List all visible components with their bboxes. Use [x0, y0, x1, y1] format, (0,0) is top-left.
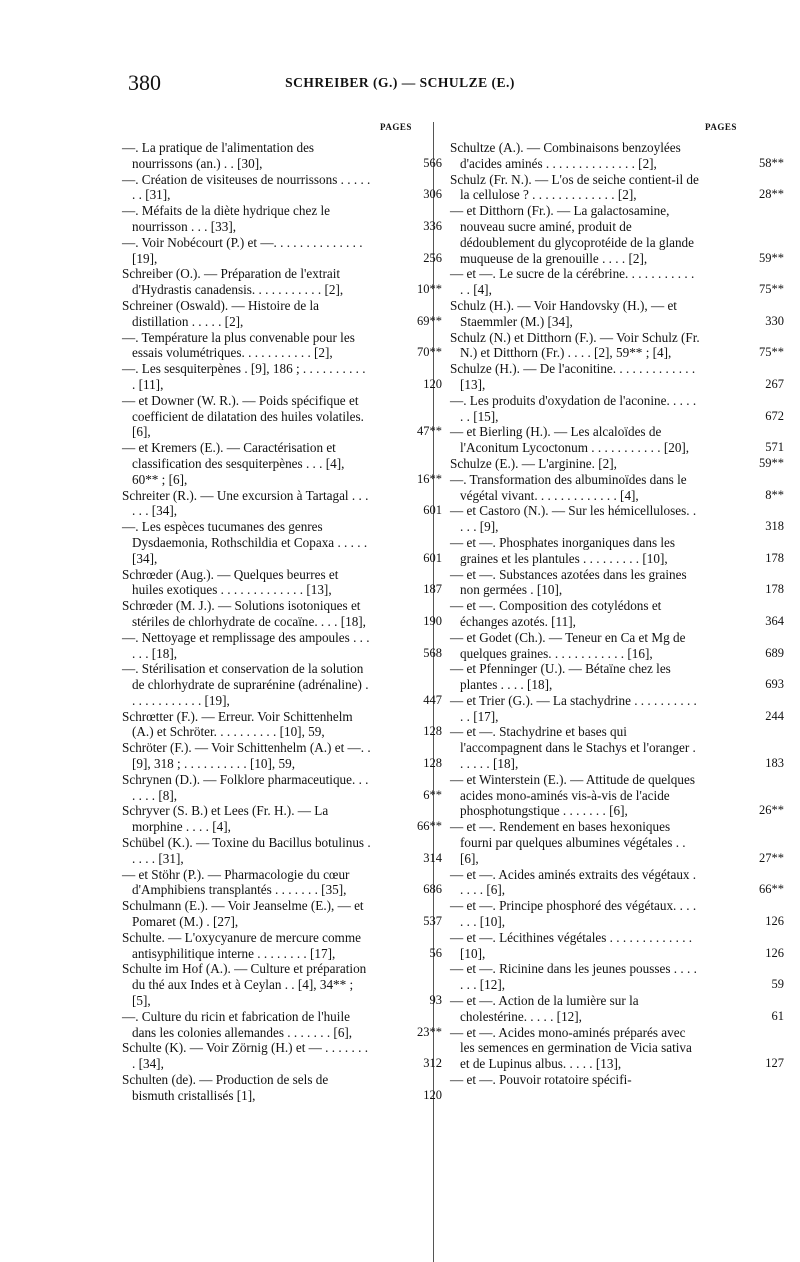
- index-entry-page: 568: [423, 645, 442, 660]
- index-entry-page: 256: [423, 250, 442, 265]
- index-entry-page: 27**: [759, 850, 784, 865]
- index-entry-text: —. Stérilisation et conservation de la solution de chlorhydrate de suprarénine (adrénaline) . . . . . . . . . . . . [19],: [122, 661, 369, 708]
- index-entry: [450, 771, 784, 819]
- index-entry: [450, 724, 784, 772]
- index-entry-text: Schulz (H.). — Voir Handovsky (H.), — et Staemmler (M.) [34],: [450, 297, 677, 329]
- index-entry-text: —. Voir Nobécourt (P.) et —. . . . . . . . . . . . . . [19],: [122, 234, 363, 266]
- index-entry: [450, 929, 784, 962]
- index-entry-text: Schulze (E.). — L'arginine. [2],: [450, 455, 617, 471]
- index-entry-text: —. Transformation des albuminoïdes dans le végétal vivant. . . . . . . . . . . . . [4],: [450, 471, 687, 503]
- index-entry: [450, 898, 784, 930]
- index-entry: [122, 171, 442, 204]
- index-entry: [450, 692, 784, 725]
- pages-column-label-left: PAGES: [380, 122, 412, 132]
- index-entry: [122, 487, 442, 520]
- index-entry: [122, 361, 442, 393]
- index-column-right: [450, 140, 784, 1088]
- index-entry: [450, 392, 784, 425]
- index-entry-text: Schrœder (M. J.). — Solutions isotoniques et stériles de chlorhydrate de cocaïne. . . . [18],: [122, 598, 366, 629]
- index-entry: [122, 961, 442, 1009]
- index-entry: [450, 1072, 750, 1088]
- index-entry-page: 59: [771, 977, 784, 992]
- index-entry-text: Schröter (F.). — Voir Schittenhelm (A.) et —. . [9], 318 ; . . . . . . . . . . [10], 59,: [122, 740, 371, 772]
- index-entry: [450, 455, 784, 472]
- index-entry: [122, 1008, 442, 1041]
- index-entry-text: Schübel (K.). — Toxine du Bacillus botulinus . . . . . [31],: [122, 835, 371, 866]
- index-entry-page: 306: [423, 187, 442, 202]
- index-entry: [122, 866, 442, 899]
- index-entry-page: 128: [423, 724, 442, 739]
- index-entry: [122, 392, 442, 440]
- index-entry-page: 66**: [417, 819, 442, 834]
- index-entry-page: 318: [765, 519, 784, 534]
- index-entry-text: Schulmann (E.). — Voir Jeanselme (E.), — et Pomaret (M.) . [27],: [122, 898, 364, 930]
- index-entry-text: — et Winterstein (E.). — Attitude de quelques acides mono-aminés vis-à-vis de l'acide phosphotungstique . . . . . . . [6],: [450, 771, 695, 819]
- index-entry-text: —. Température la plus convenable pour les essais volumétriques. . . . . . . . . . . [2],: [122, 329, 355, 361]
- index-entry-page: 66**: [759, 882, 784, 897]
- index-entry: [122, 1072, 442, 1104]
- index-entry-text: — et —. Substances azotées dans les graines non germées . [10],: [450, 566, 687, 598]
- index-entry-text: Schulte im Hof (A.). — Culture et préparation du thé aux Indes et à Ceylan . . [4], 34** ; [5],: [122, 961, 367, 1009]
- index-entry-page: 61: [771, 1008, 784, 1023]
- index-entry-text: — et Bierling (H.). — Les alcaloïdes de l'Aconitum Lycoctonum . . . . . . . . . . . [20],: [450, 424, 690, 456]
- index-entry: [450, 961, 784, 993]
- index-entry-page: 120: [423, 1087, 442, 1102]
- index-entry-page: 178: [765, 550, 784, 565]
- index-entry-page: 59**: [759, 455, 784, 470]
- index-entry-text: — et —. Pouvoir rotatoire spécifi-: [450, 1072, 632, 1088]
- index-entry-text: —. Les espèces tucumanes des genres Dysdaemonia, Rothschildia et Copaxa . . . . . [34],: [122, 519, 368, 566]
- index-entry: [122, 598, 442, 630]
- index-entry: [122, 898, 442, 930]
- index-entry-text: Schulte (K). — Voir Zörnig (H.) et — . . . . . . . . [34],: [122, 1040, 369, 1072]
- index-entry: [450, 866, 784, 899]
- pages-column-label-right: PAGES: [705, 122, 737, 132]
- index-entry-text: — et —. Phosphates inorganiques dans les graines et les plantules . . . . . . . . . [10],: [450, 534, 676, 566]
- index-entry-page: 183: [765, 756, 784, 771]
- index-entry-page: 336: [423, 218, 442, 233]
- index-entry-text: —. Création de visiteuses de nourrissons . . . . . . . [31],: [122, 171, 371, 203]
- index-entry-text: — et —. Le sucre de la cérébrine. . . . . . . . . . . . . [4],: [450, 266, 695, 298]
- index-entry-text: Schrœder (Aug.). — Quelques beurres et huiles exotiques . . . . . . . . . . . . . [13],: [122, 566, 339, 598]
- index-entry-text: Schultze (A.). — Combinaisons benzoylées d'acides aminés . . . . . . . . . . . . . . [2],: [450, 140, 681, 171]
- index-entry-page: 312: [423, 1056, 442, 1071]
- index-entry-page: 75**: [759, 345, 784, 360]
- index-entry-page: 59**: [759, 250, 784, 265]
- index-entry-page: 178: [765, 582, 784, 597]
- index-entry: [122, 803, 442, 835]
- index-entry: [450, 503, 784, 535]
- index-entry-page: 686: [423, 882, 442, 897]
- index-entry-page: 693: [765, 677, 784, 692]
- index-entry: [450, 471, 784, 504]
- index-entry-page: 601: [423, 550, 442, 565]
- index-entry-page: 689: [765, 645, 784, 660]
- index-entry-text: — et Kremers (E.). — Caractérisation et classification des sesquiterpènes . . . [4], 60** ; [6],: [122, 440, 345, 487]
- index-entry-text: — et —. Rendement en bases hexoniques fourni par quelques albumines végétales . . [6],: [450, 819, 686, 866]
- index-entry-page: 56: [429, 945, 442, 960]
- index-entry-text: Schulten (de). — Production de sels de bismuth cristallisés [1],: [122, 1072, 329, 1103]
- index-entry-text: —. Les produits d'oxydation de l'aconine. . . . . . . [15],: [450, 392, 697, 424]
- index-entry: [122, 566, 442, 599]
- index-entry: [450, 566, 784, 599]
- index-entry: [122, 929, 442, 962]
- index-entry-text: — et Pfenninger (U.). — Bétaïne chez les plantes . . . . [18],: [450, 661, 671, 693]
- index-entry-page: 314: [423, 850, 442, 865]
- index-entry: [450, 171, 784, 204]
- index-entry-text: — et —. Stachydrine et bases qui l'accompagnent dans le Stachys et l'oranger . . . . . . [18],: [450, 724, 696, 772]
- index-entry-page: 126: [765, 945, 784, 960]
- index-entry: [122, 708, 442, 741]
- index-entry-page: 190: [423, 613, 442, 628]
- index-entry-text: — et —. Lécithines végétales . . . . . . . . . . . . . [10],: [450, 929, 693, 961]
- index-entry: [122, 329, 442, 362]
- index-entry: [122, 297, 442, 330]
- index-entry-text: Schreiber (O.). — Préparation de l'extrait d'Hydrastis canadensis. . . . . . . . . . . [2],: [122, 266, 344, 298]
- index-entry-page: 601: [423, 503, 442, 518]
- index-entry-text: — et Godet (Ch.). — Teneur en Ca et Mg de quelques graines. . . . . . . . . . . . [16],: [450, 629, 686, 661]
- index-entry-page: 26**: [759, 803, 784, 818]
- index-entry: [122, 140, 442, 172]
- index-entry: [122, 266, 442, 298]
- index-entry: [450, 266, 784, 298]
- index-entry: [450, 361, 784, 393]
- index-entry-text: Schreiner (Oswald). — Histoire de la distillation . . . . . [2],: [122, 297, 320, 329]
- index-entry-page: 93: [429, 993, 442, 1008]
- index-entry-page: 69**: [417, 313, 442, 328]
- index-entry-text: Schryver (S. B.) et Lees (Fr. H.). — La morphine . . . . [4],: [122, 803, 329, 835]
- index-entry-page: 364: [765, 613, 784, 628]
- index-entry-text: Schrœtter (F.). — Erreur. Voir Schittenhelm (A.) et Schröter. . . . . . . . . . [10], 59,: [122, 708, 353, 740]
- index-entry-page: 447: [423, 692, 442, 707]
- index-entry-text: —. Les sesquiterpènes . [9], 186 ; . . . . . . . . . . . [11],: [122, 361, 366, 392]
- index-entry: [450, 329, 784, 362]
- index-entry: [450, 993, 784, 1025]
- index-entry: [122, 740, 442, 772]
- index-entry-text: Schulte. — L'oxycyanure de mercure comme antisyphilitique interne . . . . . . . . [17],: [122, 929, 361, 961]
- index-entry-page: 126: [765, 914, 784, 929]
- index-entry-page: 127: [765, 1056, 784, 1071]
- index-entry-page: 23**: [417, 1024, 442, 1039]
- index-entry-text: — et —. Ricinine dans les jeunes pousses . . . . . . . [12],: [450, 961, 697, 993]
- index-entry-page: 267: [765, 376, 784, 391]
- index-entry: [450, 424, 784, 456]
- page-number: 380: [128, 70, 161, 95]
- index-entry-page: 330: [765, 313, 784, 328]
- index-entry-text: — et —. Acides aminés extraits des végétaux . . . . . [6],: [450, 866, 697, 898]
- index-entry: [122, 519, 442, 566]
- index-entry: [122, 234, 442, 267]
- index-entry-text: Schulze (H.). — De l'aconitine. . . . . . . . . . . . . [13],: [450, 361, 696, 392]
- index-entry-page: 244: [765, 708, 784, 723]
- index-entry-text: — et —. Acides mono-aminés préparés avec les semences en germination de Vicia sativa et de Lupinus albus. . . . . [13],: [450, 1024, 692, 1072]
- index-entry: [122, 629, 442, 662]
- index-entry-page: 70**: [417, 345, 442, 360]
- index-entry-text: — et —. Composition des cotylédons et échanges azotés. [11],: [450, 598, 662, 629]
- index-entry-text: Schulz (Fr. N.). — L'os de seiche contient-il de la cellulose ? . . . . . . . . . . . . . [2],: [450, 171, 699, 203]
- index-entry-text: —. Méfaits de la diète hydrique chez le nourrisson . . . [33],: [122, 203, 330, 234]
- index-entry-text: Schreiter (R.). — Une excursion à Tartagal . . . . . . [34],: [122, 487, 369, 519]
- index-entry: [122, 440, 442, 487]
- index-entry: [450, 1024, 784, 1072]
- index-entry-text: —. Nettoyage et remplissage des ampoules . . . . . . [18],: [122, 629, 370, 661]
- index-entry-text: — et Stöhr (P.). — Pharmacologie du cœur d'Amphibiens transplantés . . . . . . . [35],: [122, 866, 350, 898]
- index-entry: [450, 534, 784, 567]
- running-head: SCHREIBER (G.) — SCHULZE (E.): [285, 75, 515, 90]
- index-entry: [450, 661, 784, 693]
- index-entry-text: — et Castoro (N.). — Sur les hémicelluloses. . . . . [9],: [450, 503, 697, 535]
- index-entry: [450, 297, 784, 330]
- index-entry: [450, 598, 784, 630]
- index-entry-text: Schrynen (D.). — Folklore pharmaceutique. . . . . . . [8],: [122, 771, 369, 803]
- index-entry-text: — et Ditthorn (Fr.). — La galactosamine, nouveau sucre aminé, produit de dédoublement du glycoprotéide de la glande muqueuse de la grenouille . . . . [2],: [450, 203, 695, 266]
- index-entry-page: 10**: [417, 282, 442, 297]
- index-entry-page: 75**: [759, 282, 784, 297]
- index-entry-page: 566: [423, 155, 442, 170]
- index-entry-page: 16**: [417, 471, 442, 486]
- index-entry: [122, 661, 442, 708]
- index-entry-page: 128: [423, 756, 442, 771]
- index-column-left: [122, 140, 442, 1104]
- index-entry: [450, 629, 784, 662]
- index-entry-page: 6**: [423, 787, 442, 802]
- index-entry-text: — et —. Principe phosphoré des végétaux. . . . . . . [10],: [450, 898, 697, 930]
- index-entry-page: 47**: [417, 424, 442, 439]
- index-entry-text: Schulz (N.) et Ditthorn (F.). — Voir Schulz (Fr. N.) et Ditthorn (Fr.) . . . . [2], 59** ; [4],: [450, 329, 700, 361]
- index-entry-page: 537: [423, 914, 442, 929]
- index-entry: [122, 1040, 442, 1072]
- index-entry-page: 120: [423, 376, 442, 391]
- index-entry-page: 28**: [759, 187, 784, 202]
- index-entry: [450, 203, 784, 266]
- index-entry-page: 672: [765, 408, 784, 423]
- index-entry-page: 187: [423, 582, 442, 597]
- index-entry-page: 58**: [759, 155, 784, 170]
- index-entry-text: — et —. Action de la lumière sur la cholestérine. . . . . [12],: [450, 993, 639, 1024]
- index-entry-text: —. Culture du ricin et fabrication de l'huile dans les colonies allemandes . . . . . . . [6],: [122, 1008, 353, 1040]
- index-entry-text: — et Downer (W. R.). — Poids spécifique et coefficient de dilatation des huiles volatiles. [6],: [122, 392, 364, 440]
- index-entry-text: —. La pratique de l'alimentation des nourrissons (an.) . . [30],: [122, 140, 315, 171]
- index-entry: [122, 771, 442, 804]
- index-entry: [122, 835, 442, 867]
- index-entry: [122, 203, 442, 235]
- page-header: [0, 70, 800, 100]
- index-entry-text: — et Trier (G.). — La stachydrine . . . . . . . . . . . . [17],: [450, 692, 697, 724]
- index-entry: [450, 140, 784, 172]
- index-entry-page: 8**: [765, 487, 784, 502]
- index-entry-page: 571: [765, 440, 784, 455]
- index-entry: [450, 819, 784, 866]
